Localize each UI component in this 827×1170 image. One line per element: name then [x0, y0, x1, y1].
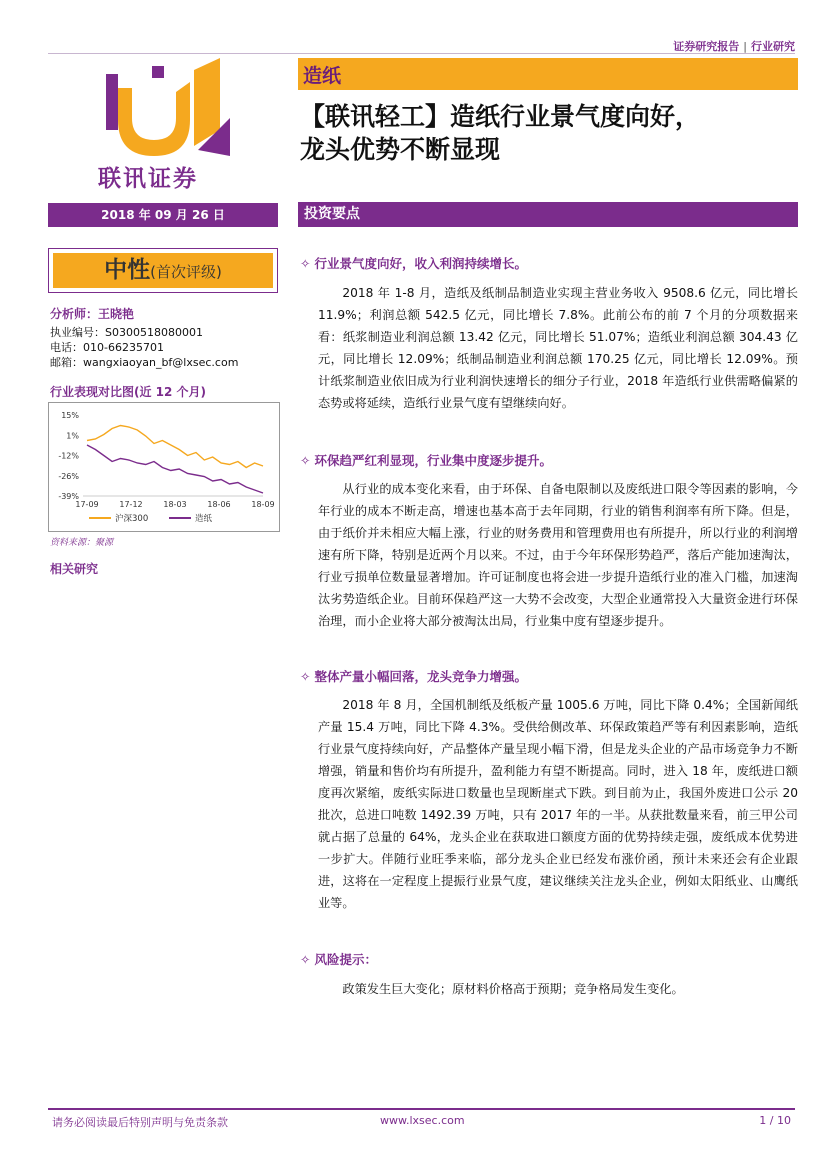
footer-disclaimer: 请务必阅读最后特别声明与免责条款 — [52, 1116, 228, 1129]
y-tick-label: 1% — [66, 431, 79, 441]
section-heading-2: ✧ 环保趋严红利显现，行业集中度逐步提升。 — [300, 453, 552, 468]
header-separator: | — [743, 40, 747, 53]
y-tick-label: -39% — [58, 492, 79, 501]
diamond-icon: ✧ — [300, 256, 311, 271]
rating-box — [48, 248, 278, 293]
report-type-header — [673, 38, 795, 54]
header-divider — [48, 53, 795, 54]
logo-u-shape — [118, 82, 190, 156]
logo-dot — [152, 66, 164, 78]
y-tick-label: 15% — [61, 411, 79, 420]
diamond-icon: ✧ — [300, 453, 311, 468]
related-research-heading: 相关研究 — [50, 562, 99, 576]
logo-bar-left — [106, 74, 118, 130]
x-tick-label: 18-09 — [251, 500, 275, 509]
y-tick-label: -26% — [58, 471, 79, 481]
analyst-email[interactable]: 邮箱：wangxiaoyan_bf@lxsec.com — [50, 356, 239, 369]
series-line-1 — [87, 445, 263, 493]
brand-name: 联讯证券 — [98, 165, 198, 192]
rating-badge — [53, 253, 273, 288]
footer-website[interactable]: www.lxsec.com — [380, 1114, 465, 1127]
report-type-label: 证券研究报告 — [673, 40, 740, 53]
legend-label-0: 沪深300 — [115, 514, 149, 524]
x-tick-label: 18-03 — [163, 500, 187, 509]
report-category-label: 行业研究 — [751, 40, 795, 53]
diamond-icon: ✧ — [300, 669, 311, 684]
section-heading-3: ✧ 整体产量小幅回落，龙头竞争力增强。 — [300, 669, 527, 684]
page-number: 1 / 10 — [759, 1114, 791, 1127]
legend-label-1: 造纸 — [195, 514, 213, 524]
rating-sub: (首次评级) — [150, 263, 222, 281]
performance-chart-svg — [49, 403, 279, 531]
x-tick-label: 17-12 — [119, 500, 143, 509]
section-heading-1: ✧ 行业景气度向好，收入利润持续增长。 — [300, 256, 527, 271]
sector-label: 造纸 — [303, 65, 342, 87]
analyst-license: 执业编号：S0300518080001 — [50, 326, 203, 339]
x-tick-label: 17-09 — [75, 500, 99, 509]
section-text-4: 政策发生巨大变化；原材料价格高于预期；竞争格局发生变化。 — [342, 982, 684, 996]
performance-chart — [48, 402, 280, 532]
rating-main: 中性 — [104, 257, 151, 283]
analyst-name: 分析师：王晓艳 — [50, 307, 135, 321]
report-title — [300, 100, 800, 166]
diamond-icon: ✧ — [300, 952, 311, 967]
performance-title: 行业表现对比图(近 12 个月) — [50, 385, 207, 399]
y-tick-label: -12% — [58, 451, 79, 461]
section-heading-4: ✧ 风险提示： — [300, 952, 377, 967]
report-date: 2018 年 09 月 26 日 — [48, 203, 278, 227]
title-line-2: 龙头优势不断显现 — [300, 135, 501, 164]
sector-bar — [298, 58, 798, 90]
footer-divider — [48, 1108, 795, 1110]
chart-source: 资料来源：聚源 — [50, 538, 114, 548]
analyst-phone: 电话：010-66235701 — [50, 341, 164, 354]
summary-heading: 投资要点 — [298, 202, 798, 227]
section-text-3: 2018 年 8 月，全国机制纸及纸板产量 1005.6 万吨，同比下降 0.4%；全国新闻纸产量 15.4 万吨，同比下降 4.3%。受供给侧改革、环保政策趋严等有利因素影响，造纸行业景气度持续向好，产品整体产量呈现小幅下滑，但是龙头企业的产品市场竞争力不断增强，销量和售价均有所提升，盈利能力有望不断提高。同时，进入 18 年，废纸进口额度再次紧缩，废纸实际进口数量也呈现断崖式下跌。到目前为止，我国外废进口公示 20 批次，总进口吨数 1492.39 万吨，只有 2017 年的一半。从获批数量来看，前三甲公司就占据了总量的 64%，龙头企业在获取进口额度方面的优势持续走强，废纸成本优势进一步扩大。伴随行业旺季来临，部分龙头企业已经发布涨价函，预计未来还会有企业跟进，这将在一定程度上提振行业景气度，建议继续关注龙头企业，例如太阳纸业、山鹰纸业等。 — [318, 698, 798, 910]
section-text-2: 从行业的成本变化来看，由于环保、自备电限制以及废纸进口限令等因素的影响，今年行业的成本不断走高，增速也基本高于去年同期，行业的销售利润率有所下降。但是，由于纸价并未相应大幅上涨，行业的财务费用和管理费用也有所提升，所以行业的利润增速有所下降，特别是近两个月以来。不过，由于今年环保形势趋严，落后产能加速淘汰，行业亏损单位数量显著增加。许可证制度也将会进一步提升造纸行业的准入门槛，加速淘汰劣势造纸企业。目前环保趋严这一大势不会改变，大型企业通常投入大量资金进行环保治理，而小企业将大部分被淘汰出局，行业集中度有望逐步提升。 — [318, 482, 798, 628]
title-line-1: 【联讯轻工】造纸行业景气度向好， — [300, 102, 701, 131]
x-tick-label: 18-06 — [207, 500, 231, 509]
section-text-1: 2018 年 1-8 月，造纸及纸制品制造业实现主营业务收入 9508.6 亿元，同比增长 11.9%；利润总额 542.5 亿元，同比增长 7.8%。此前公布的前 7 个月的分项数据来看：纸浆制造业利润总额 13.42 亿元，同比增长 51.07%；造纸业利润总额 304.43 亿元，同比增长 12.09%；纸制品制造业利润总额 170.25 亿元，同比增长 12.09%。预计纸浆制造业依旧成为行业利润快速增长的细分子行业，2018 年造纸行业供需略偏紧的态势或将延续，造纸行业景气度有望继续向好。 — [318, 286, 798, 410]
